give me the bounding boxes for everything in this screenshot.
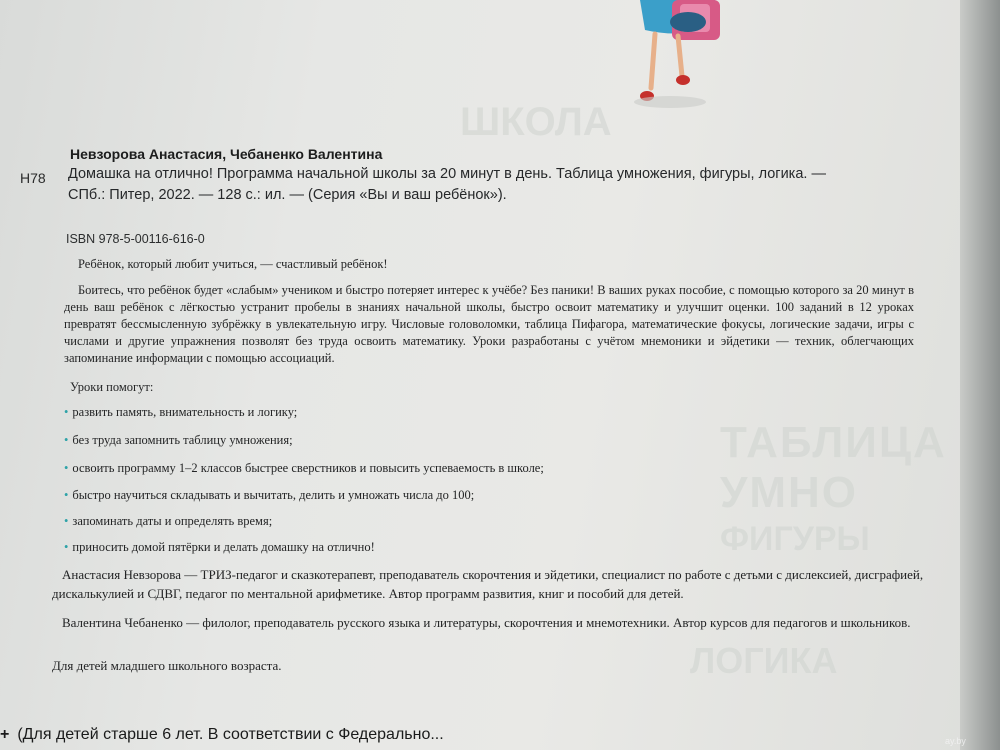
lessons-intro: Уроки помогут: <box>70 380 154 394</box>
bullet-item <box>64 540 375 555</box>
site-watermark: ay.by <box>945 736 966 746</box>
show-through-text: ЛОГИКА <box>690 640 838 681</box>
bullet-dot: • <box>64 433 69 447</box>
isbn: ISBN 978-5-00116-616-0 <box>66 232 205 246</box>
bullet-item <box>64 405 297 420</box>
book-authors: Невзорова Анастасия, Чебаненко Валентина <box>70 146 383 162</box>
age-note: Для детей младшего школьного возраста. <box>52 658 282 673</box>
bullet-dot: • <box>64 488 69 502</box>
epigraph: Ребёнок, который любит учиться, — счастливый ребёнок! <box>78 257 388 271</box>
girl-illustration <box>620 0 730 112</box>
author-bio-chebanenko: Валентина Чебаненко — филолог, преподаватель русского языка и литературы, скорочтения и мнемотехники. Автор курсов для педагогов и школьников. <box>62 615 911 630</box>
bullet-text: без труда запомнить таблицу умножения; <box>72 433 293 447</box>
bullet-text: быстро научиться складывать и вычитать, делить и умножать числа до 100; <box>72 488 475 502</box>
bullet-item <box>64 461 544 476</box>
bullet-item <box>64 514 272 529</box>
bullet-item <box>64 488 474 503</box>
show-through-text: ШКОЛА <box>460 100 612 144</box>
show-through-text: ТАБЛИЦА УМНО <box>720 418 947 517</box>
age-rating-mark: + <box>0 726 10 743</box>
catalog-code: Н78 <box>20 170 46 186</box>
age-rating-text: (Для детей старше 6 лет. В соответствии с Федерально... <box>17 726 444 743</box>
bullet-text: освоить программу 1–2 классов быстрее сверстников и повысить успеваемость в школе; <box>72 461 544 475</box>
age-rating-line <box>0 726 444 744</box>
bullet-dot: • <box>64 405 69 419</box>
show-through-text: ФИГУРЫ <box>720 520 870 558</box>
bullet-dot: • <box>64 540 69 554</box>
bullet-text: развить память, внимательность и логику; <box>72 405 298 419</box>
bullet-dot: • <box>64 461 69 475</box>
bullet-item <box>64 433 293 448</box>
bullet-text: запоминать даты и определять время; <box>72 514 273 528</box>
bullet-dot: • <box>64 514 69 528</box>
author-bio-nevzorova: Анастасия Невзорова — ТРИЗ-педагог и сказкотерапевт, преподаватель скорочтения и эйдетики, специалист по работе с детьми с дислексией, дисграфией, дискалькулией и СДВГ, педагог по ментальной арифметике. Автор программ развития, книг и пособий для детей. <box>52 567 924 601</box>
bullet-text: приносить домой пятёрки и делать домашку на отлично! <box>72 540 375 554</box>
bibliographic-record: Домашка на отлично! Программа начальной школы за 20 минут в день. Таблица умножения, фигуры, логика. — СПб.: Питер, 2022. — 128 с.: ил. — (Серия «Вы и ваш ребёнок»). <box>68 166 826 203</box>
book-annotation: Боитесь, что ребёнок будет «слабым» учеником и быстро потеряет интерес к учёбе? Без паники! В ваших руках пособие, с помощью которого за 20 минут в день ваш ребёнок с лёгкостью устранит пробелы в знаниях начальной школы, быстро освоит математику и улучшит оценки. 100 заданий в 12 уроках превратят бессмысленную зубрёжку в увлекательную игру. Числовые головоломки, таблица Пифагора, математические фокусы, логические задачи, игры с числами и другие упражнения позволят без труда освоить математику. Уроки разработаны с учётом мнемоники и эйдетики — техник, облегчающих запоминание информации с помощью ассоциаций. <box>64 283 914 365</box>
page-edge <box>960 0 1000 750</box>
